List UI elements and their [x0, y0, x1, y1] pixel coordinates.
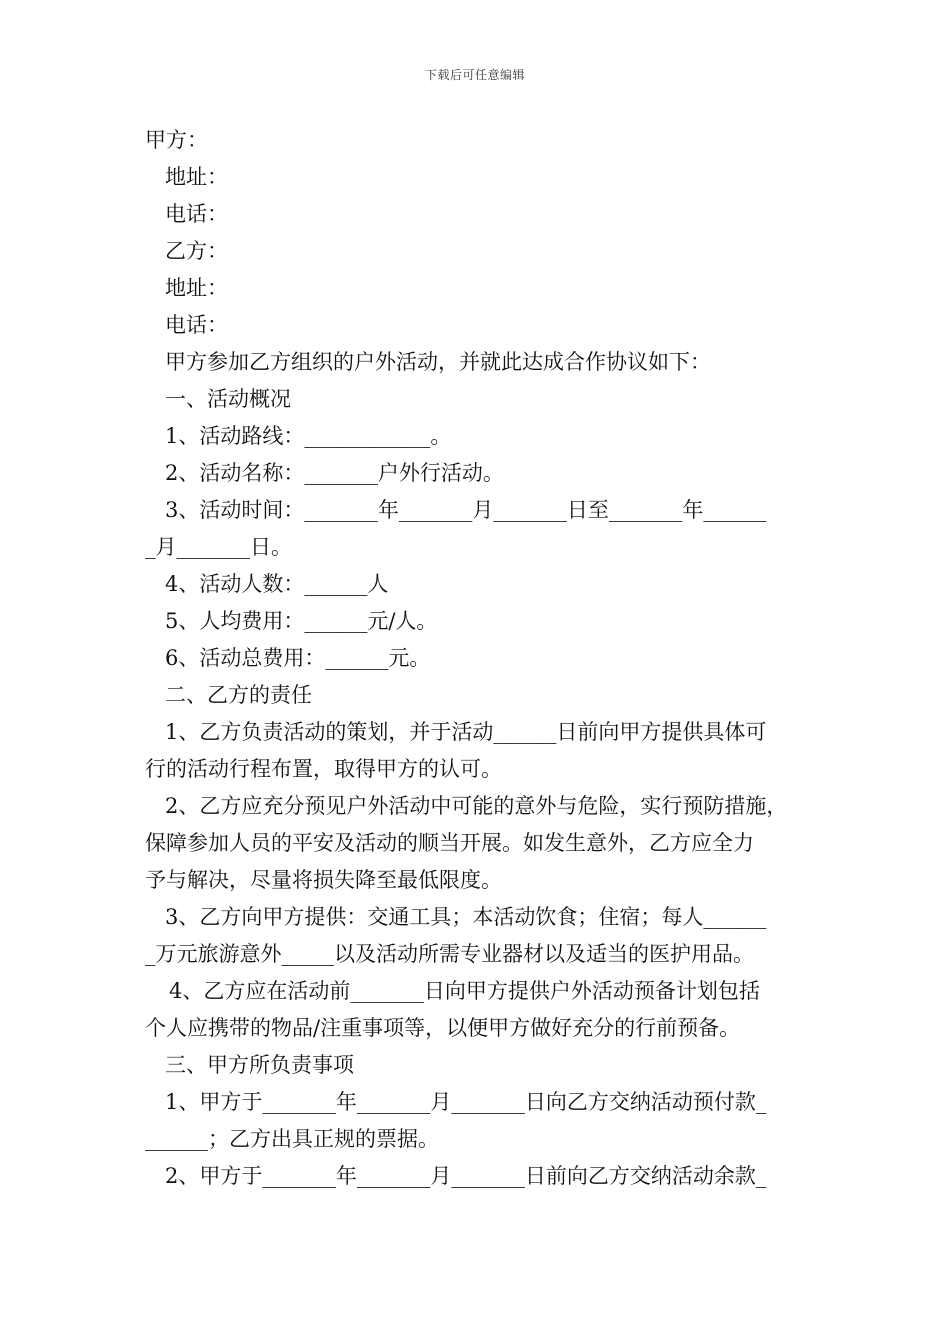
clause-time: 3、活动时间：_______年_______月_______日至_______年______	[165, 498, 767, 522]
agreement-intro: 甲方参加乙方组织的户外活动，并就此达成合作协议如下：	[165, 350, 711, 374]
clause-per-person-fee: 5、人均费用：______元/人。	[165, 609, 438, 633]
clause-headcount: 4、活动人数：______人	[165, 572, 389, 596]
duty-2-line-1: 2、乙方应充分预见户外活动中可能的意外与危险，实行预防措施，	[165, 794, 788, 818]
page-header-note: 下载后可任意编辑	[424, 68, 525, 82]
clause-time-continued: _月_______日。	[145, 535, 292, 559]
duty-3-line-1: 3、乙方向甲方提供：交通工具；本活动饮食；住宿；每人______	[165, 905, 767, 929]
section-heading-party-b-duties: 二、乙方的责任	[165, 683, 312, 707]
clause-total-fee: 6、活动总费用：______元。	[165, 646, 431, 670]
duty-2-line-3: 予与解决，尽量将损失降至最低限度。	[145, 868, 502, 892]
party-b-phone-line: 电话：	[165, 313, 228, 337]
duty-4-line-1: 4、乙方应在活动前_______日向甲方提供户外活动预备计划包括	[169, 979, 760, 1003]
matter-1-line-2: ______；乙方出具正规的票据。	[145, 1127, 439, 1151]
section-heading-party-a-matters: 三、甲方所负责事项	[165, 1053, 354, 1077]
party-a-line: 甲方：	[145, 128, 208, 152]
section-heading-overview: 一、活动概况	[165, 387, 291, 411]
party-b-address-line: 地址：	[165, 276, 228, 300]
matter-2-line-1: 2、甲方于_______年_______月_______日前向乙方交纳活动余款_	[165, 1164, 767, 1188]
duty-3-line-2: _万元旅游意外_____以及活动所需专业器材以及适当的医护用品。	[145, 942, 754, 966]
party-a-phone-line: 电话：	[165, 202, 228, 226]
party-a-address-line: 地址：	[165, 165, 228, 189]
duty-1-line-1: 1、乙方负责活动的策划，并于活动______日前向甲方提供具体可	[165, 720, 767, 744]
matter-1-line-1: 1、甲方于_______年_______月_______日向乙方交纳活动预付款_	[165, 1090, 767, 1114]
clause-route: 1、活动路线：____________。	[165, 424, 452, 448]
duty-4-line-2: 个人应携带的物品/注重事项等，以便甲方做好充分的行前预备。	[145, 1016, 741, 1040]
document-body	[145, 122, 813, 1195]
duty-2-line-2: 保障参加人员的平安及活动的顺当开展。如发生意外，乙方应全力	[145, 831, 754, 855]
duty-1-line-2: 行的活动行程布置，取得甲方的认可。	[145, 757, 502, 781]
party-b-line: 乙方：	[165, 239, 228, 263]
clause-name: 2、活动名称：_______户外行活动。	[165, 461, 504, 485]
